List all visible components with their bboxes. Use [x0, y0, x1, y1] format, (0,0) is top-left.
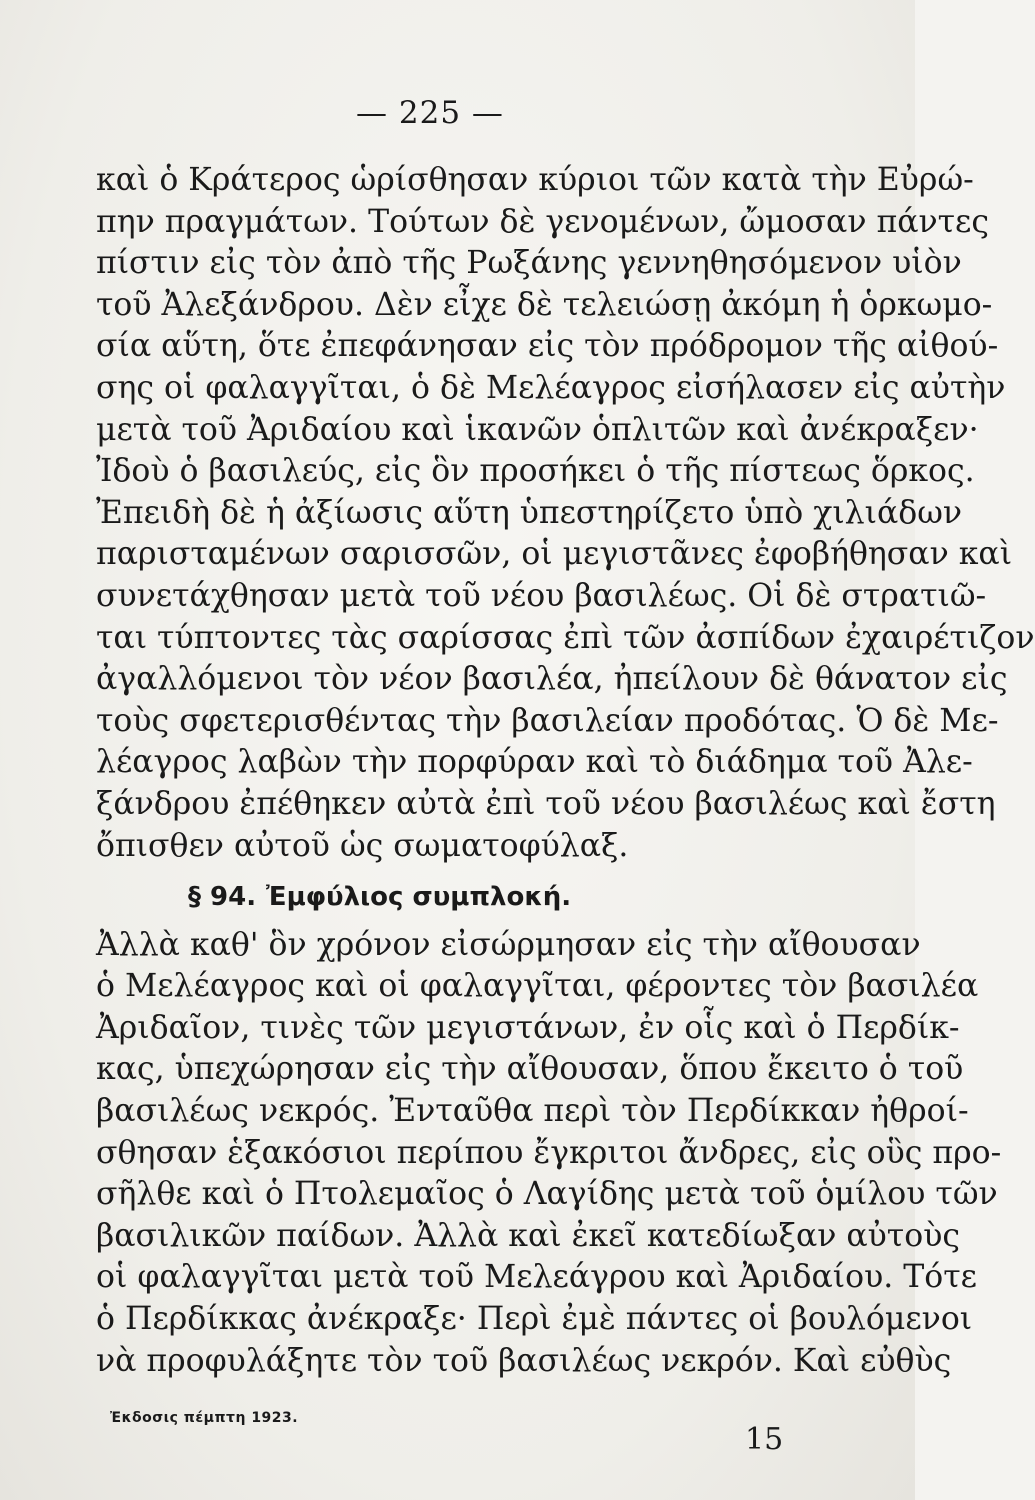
text-line: ξάνδρου ἐπέθηκεν αὐτὰ ἐπὶ τοῦ νέου βασιλέως καὶ ἔστη	[96, 785, 996, 822]
text-line: Ἰδοὺ ὁ βασιλεύς, εἰς ὃν προσήκει ὁ τῆς πίστεως ὅρκος.	[96, 453, 975, 490]
text-line: σία αὕτη, ὅτε ἐπεφάνησαν εἰς τὸν πρόδρομον τῆς αἰθού-	[96, 328, 999, 365]
page-number: — 225 —	[356, 95, 504, 131]
text-line: ὄπισθεν αὐτοῦ ὡς σωματοφύλαξ.	[96, 827, 629, 864]
text-line: μετὰ τοῦ Ἀριδαίου καὶ ἱκανῶν ὁπλιτῶν καὶ ἀνέκραξεν·	[96, 411, 979, 448]
text-line: λέαγρος λαβὼν τὴν πορφύραν καὶ τὸ διάδημα τοῦ Ἀλε-	[96, 744, 973, 781]
section-number: § 94.	[188, 882, 257, 913]
text-line: σης οἱ φαλαγγῖται, ὁ δὲ Μελέαγρος εἰσήλασεν εἰς αὐτὴν	[96, 369, 1006, 406]
text-line: βασιλικῶν παίδων. Ἀλλὰ καὶ ἐκεῖ κατεδίωξαν αὐτοὺς	[96, 1217, 960, 1254]
text-line: τοῦ Ἀλεξάνδρου. Δὲν εἶχε δὲ τελειώσῃ ἀκόμη ἡ ὁρκωμο-	[96, 286, 993, 323]
text-line: κας, ὑπεχώρησαν εἰς τὴν αἴθουσαν, ὅπου ἔκειτο ὁ τοῦ	[96, 1051, 964, 1088]
text-line: καὶ ὁ Κράτερος ὡρίσθησαν κύριοι τῶν κατὰ τὴν Εὐρώ-	[96, 162, 974, 198]
text-line: νὰ προφυλάξητε τὸν τοῦ βασιλέως νεκρόν. Καὶ εὐθὺς	[96, 1342, 952, 1379]
paragraph-2	[96, 925, 1002, 1383]
section-title: Ἐμφύλιος συμπλοκή.	[265, 882, 572, 913]
text-line: Ἀλλὰ καθ' ὃν χρόνον εἰσώρμησαν εἰς τὴν αἴθουσαν	[96, 926, 921, 963]
text-line: οἱ φαλαγγῖται μετὰ τοῦ Μελεάγρου καὶ Ἀριδαίου. Τότε	[96, 1259, 978, 1296]
edition-note: Ἐκδοσις πέμπτη 1923.	[110, 1410, 299, 1426]
text-line: πην πραγμάτων. Τούτων δὲ γενομένων, ὤμοσαν πάντες	[96, 203, 989, 240]
paragraph-1	[96, 160, 1035, 867]
text-line: παρισταμένων σαρισσῶν, οἱ μεγιστᾶνες ἐφοβήθησαν καὶ	[96, 536, 1013, 573]
text-line: τοὺς σφετερισθέντας τὴν βασιλείαν προδότας. Ὁ δὲ Με-	[96, 702, 999, 739]
text-line: Ἐπειδὴ δὲ ἡ ἀξίωσις αὕτη ὑπεστηρίζετο ὑπὸ χιλιάδων	[96, 494, 963, 531]
text-line: σῆλθε καὶ ὁ Πτολεμαῖος ὁ Λαγίδης μετὰ τοῦ ὁμίλου τῶν	[96, 1176, 998, 1213]
text-line: σθησαν ἑξακόσιοι περίπου ἔγκριτοι ἄνδρες, εἰς οὓς προ-	[96, 1134, 1002, 1171]
text-line: συνετάχθησαν μετὰ τοῦ νέου βασιλέως. Οἱ δὲ στρατιῶ-	[96, 577, 987, 614]
body-text	[96, 160, 1035, 1382]
text-line: ἀγαλλόμενοι τὸν νέον βασιλέα, ἠπείλουν δὲ θάνατον εἰς	[96, 661, 1008, 698]
text-line: πίστιν εἰς τὸν ἀπὸ τῆς Ρωξάνης γεννηθησόμενον υἱὸν	[96, 245, 962, 282]
text-line: ὁ Περδίκκας ἀνέκραξε· Περὶ ἐμὲ πάντες οἱ βουλόμενοι	[96, 1301, 973, 1338]
section-heading	[96, 875, 818, 917]
text-line: ὁ Μελέαγρος καὶ οἱ φαλαγγῖται, φέροντες τὸν βασιλέα	[96, 968, 979, 1005]
text-line: ται τύπτοντες τὰς σαρίσσας ἐπὶ τῶν ἀσπίδων ἐχαιρέτιζον	[96, 619, 1035, 656]
text-line: Ἀριδαῖον, τινὲς τῶν μεγιστάνων, ἐν οἷς καὶ ὁ Περδίκ-	[96, 1009, 960, 1046]
signature-number: 15	[745, 1422, 784, 1457]
text-line: βασιλέως νεκρός. Ἐνταῦθα περὶ τὸν Περδίκκαν ἠθροί-	[96, 1093, 969, 1130]
